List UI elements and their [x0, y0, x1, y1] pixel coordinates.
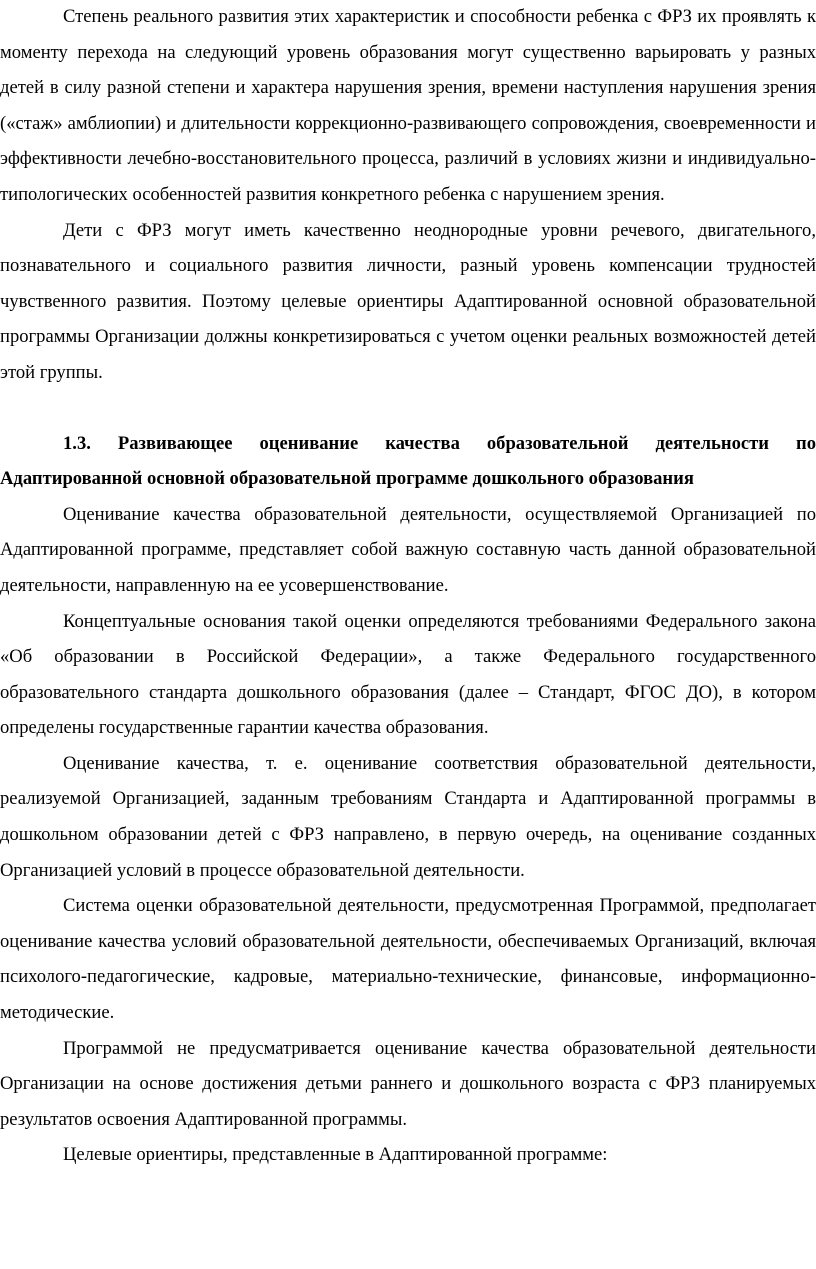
paragraph-conceptual-basis: Концептуальные основания такой оценки определяются требованиями Федерального закона «Об образовании в Российской Федерации», а также Федерального государственного образовательного стандарта дошкольного образования (далее – Стандарт, ФГОС ДО), в котором определены государственные гарантии качества образования. — [0, 610, 816, 739]
paragraph-quality-assessment: Оценивание качества образовательной деятельности, осуществляемой Организацией по Адаптированной программе, представляет собой важную составную часть данной образовательной деятельности, направленную на ее усовершенствование. — [0, 503, 816, 596]
paragraph-not-provided: Программой не предусматривается оценивание качества образовательной деятельности Организации на основе достижения детьми раннего и дошкольного возраста с ФРЗ планируемых результатов освоения Адаптированной программы. — [0, 1037, 816, 1130]
section-spacer — [0, 391, 816, 426]
paragraph-compliance-assessment: Оценивание качества, т. е. оценивание соответствия образовательной деятельности, реализуемой Организацией, заданным требованиям Стандарта и Адаптированной программы в дошкольном образовании детей с ФРЗ направлено, в первую очередь, на оценивание созданных Организацией условий в процессе образовательной деятельности. — [0, 752, 816, 881]
paragraph-target-guidelines: Целевые ориентиры, представленные в Адаптированной программе: — [63, 1144, 608, 1166]
paragraph-development-variation: Степень реального развития этих характеристик и способности ребенка с ФРЗ их проявлять к моменту перехода на следующий уровень образования могут существенно варьировать у разных детей в силу разной степени и характера нарушения зрения, времени наступления нарушения зрения («стаж» амблиопии) и длительности коррекционно-развивающего сопровождения, своевременности и эффективности лечебно-восстановительного процесса, различий в условиях жизни и индивидуально-типологических особенностей развития конкретного ребенка с нарушением зрения. — [0, 6, 816, 205]
paragraph-heterogeneous-levels: Дети с ФРЗ могут иметь качественно неоднородные уровни речевого, двигательного, познавательного и социального развития личности, разный уровень компенсации трудностей чувственного развития. Поэтому целевые ориентиры Адаптированной основной образовательной программы Организации должны конкретизироваться с учетом оценки реальных возможностей детей этой группы. — [0, 219, 816, 383]
paragraph-assessment-system: Система оценки образовательной деятельности, предусмотренная Программой, предполагает оценивание качества условий образовательной деятельности, обеспечиваемых Организаций, включая психолого-педагогические, кадровые, материально-технические, финансовые, информационно-методические. — [0, 895, 816, 1024]
section-heading: 1.3. Развивающее оценивание качества образовательной деятельности по Адаптированной основной образовательной программе дошкольного образования — [0, 432, 816, 490]
